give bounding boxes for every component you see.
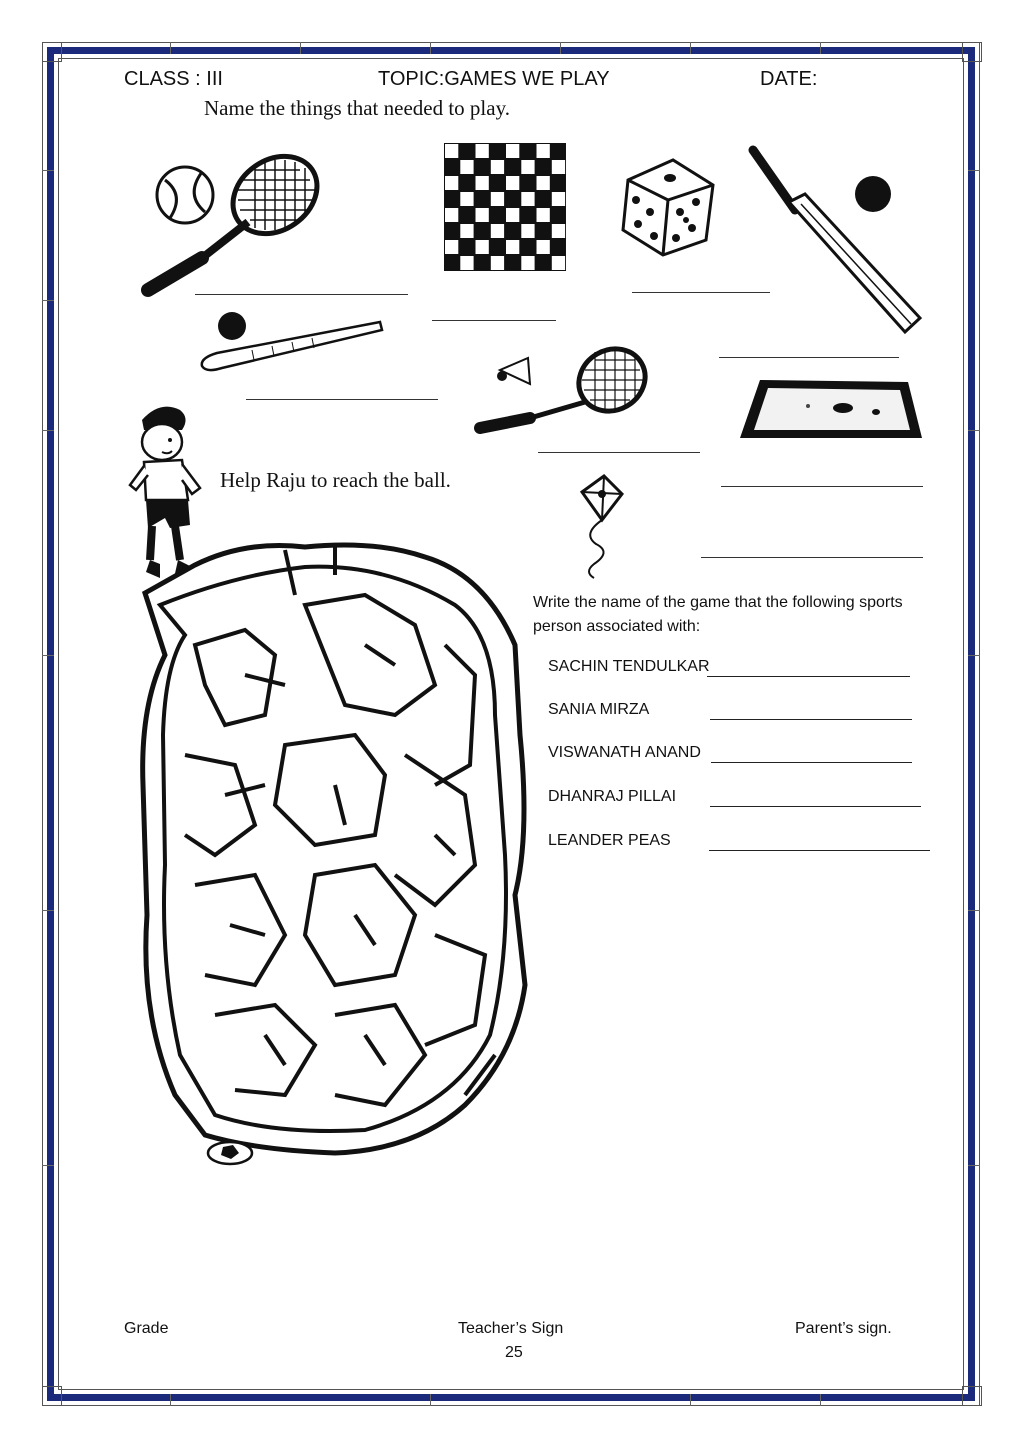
border-tick: [968, 1165, 980, 1166]
answer-blank[interactable]: [246, 399, 438, 400]
answer-blank[interactable]: [432, 320, 556, 321]
border-tick: [42, 910, 54, 911]
corner-ornament: [42, 42, 62, 62]
name-things-instruction: Name the things that needed to play.: [204, 96, 510, 120]
border-tick: [820, 1394, 821, 1406]
person-label: SACHIN TENDULKAR: [548, 658, 710, 675]
carrom-board-icon: [738, 378, 923, 443]
corner-ornament: [42, 1386, 62, 1406]
border-tick: [42, 170, 54, 171]
border-tick: [42, 1165, 54, 1166]
border-tick: [170, 42, 171, 54]
border-tick: [42, 430, 54, 431]
border-tick: [690, 42, 691, 54]
border-tick: [560, 42, 561, 54]
dice-icon: [618, 150, 718, 255]
hockey-stick-icon: [192, 308, 387, 378]
answer-line[interactable]: [710, 719, 912, 720]
border-tick: [968, 430, 980, 431]
answer-line[interactable]: [710, 806, 921, 807]
person-label: LEANDER PEAS: [548, 832, 671, 849]
answer-blank[interactable]: [721, 486, 923, 487]
topic-label: TOPIC:GAMES WE PLAY: [378, 68, 610, 90]
person-label: DHANRAJ PILLAI: [548, 788, 677, 805]
grade-label: Grade: [124, 1320, 169, 1337]
answer-line[interactable]: [711, 762, 912, 763]
border-tick: [430, 1394, 431, 1406]
corner-ornament: [962, 1386, 982, 1406]
class-label: CLASS : III: [124, 68, 223, 90]
sports-person-instruction: Write the name of the game that the following sports person associated with:: [533, 594, 903, 635]
kite-icon: [572, 472, 632, 582]
page-number: 25: [505, 1344, 523, 1361]
border-tick: [820, 42, 821, 54]
cricket-bat-icon: [745, 140, 930, 340]
answer-line[interactable]: [707, 676, 910, 677]
answer-blank[interactable]: [538, 452, 700, 453]
corner-ornament: [962, 42, 982, 62]
answer-blank[interactable]: [195, 294, 408, 295]
chess-board-icon: [444, 143, 566, 271]
teacher-sign-label: Teacher’s Sign: [458, 1320, 564, 1337]
parent-sign-label: Parent’s sign.: [795, 1320, 892, 1337]
answer-blank[interactable]: [719, 357, 899, 358]
soccer-ball-icon: [208, 1142, 252, 1164]
border-tick: [430, 42, 431, 54]
badminton-racket-icon: [470, 340, 655, 435]
person-label: VISWANATH ANAND: [548, 744, 701, 761]
border-tick: [690, 1394, 691, 1406]
border-tick: [42, 655, 54, 656]
answer-line[interactable]: [709, 850, 930, 851]
border-tick: [968, 170, 980, 171]
border-tick: [968, 655, 980, 656]
border-tick: [42, 300, 54, 301]
tennis-racket-icon: [140, 150, 340, 300]
maze-instruction: Help Raju to reach the ball.: [220, 468, 451, 492]
maze-puzzle: [135, 535, 535, 1170]
answer-blank[interactable]: [701, 557, 923, 558]
border-tick: [968, 910, 980, 911]
date-label: DATE:: [760, 68, 818, 90]
person-label: SANIA MIRZA: [548, 701, 650, 718]
border-tick: [170, 1394, 171, 1406]
border-tick: [300, 42, 301, 54]
